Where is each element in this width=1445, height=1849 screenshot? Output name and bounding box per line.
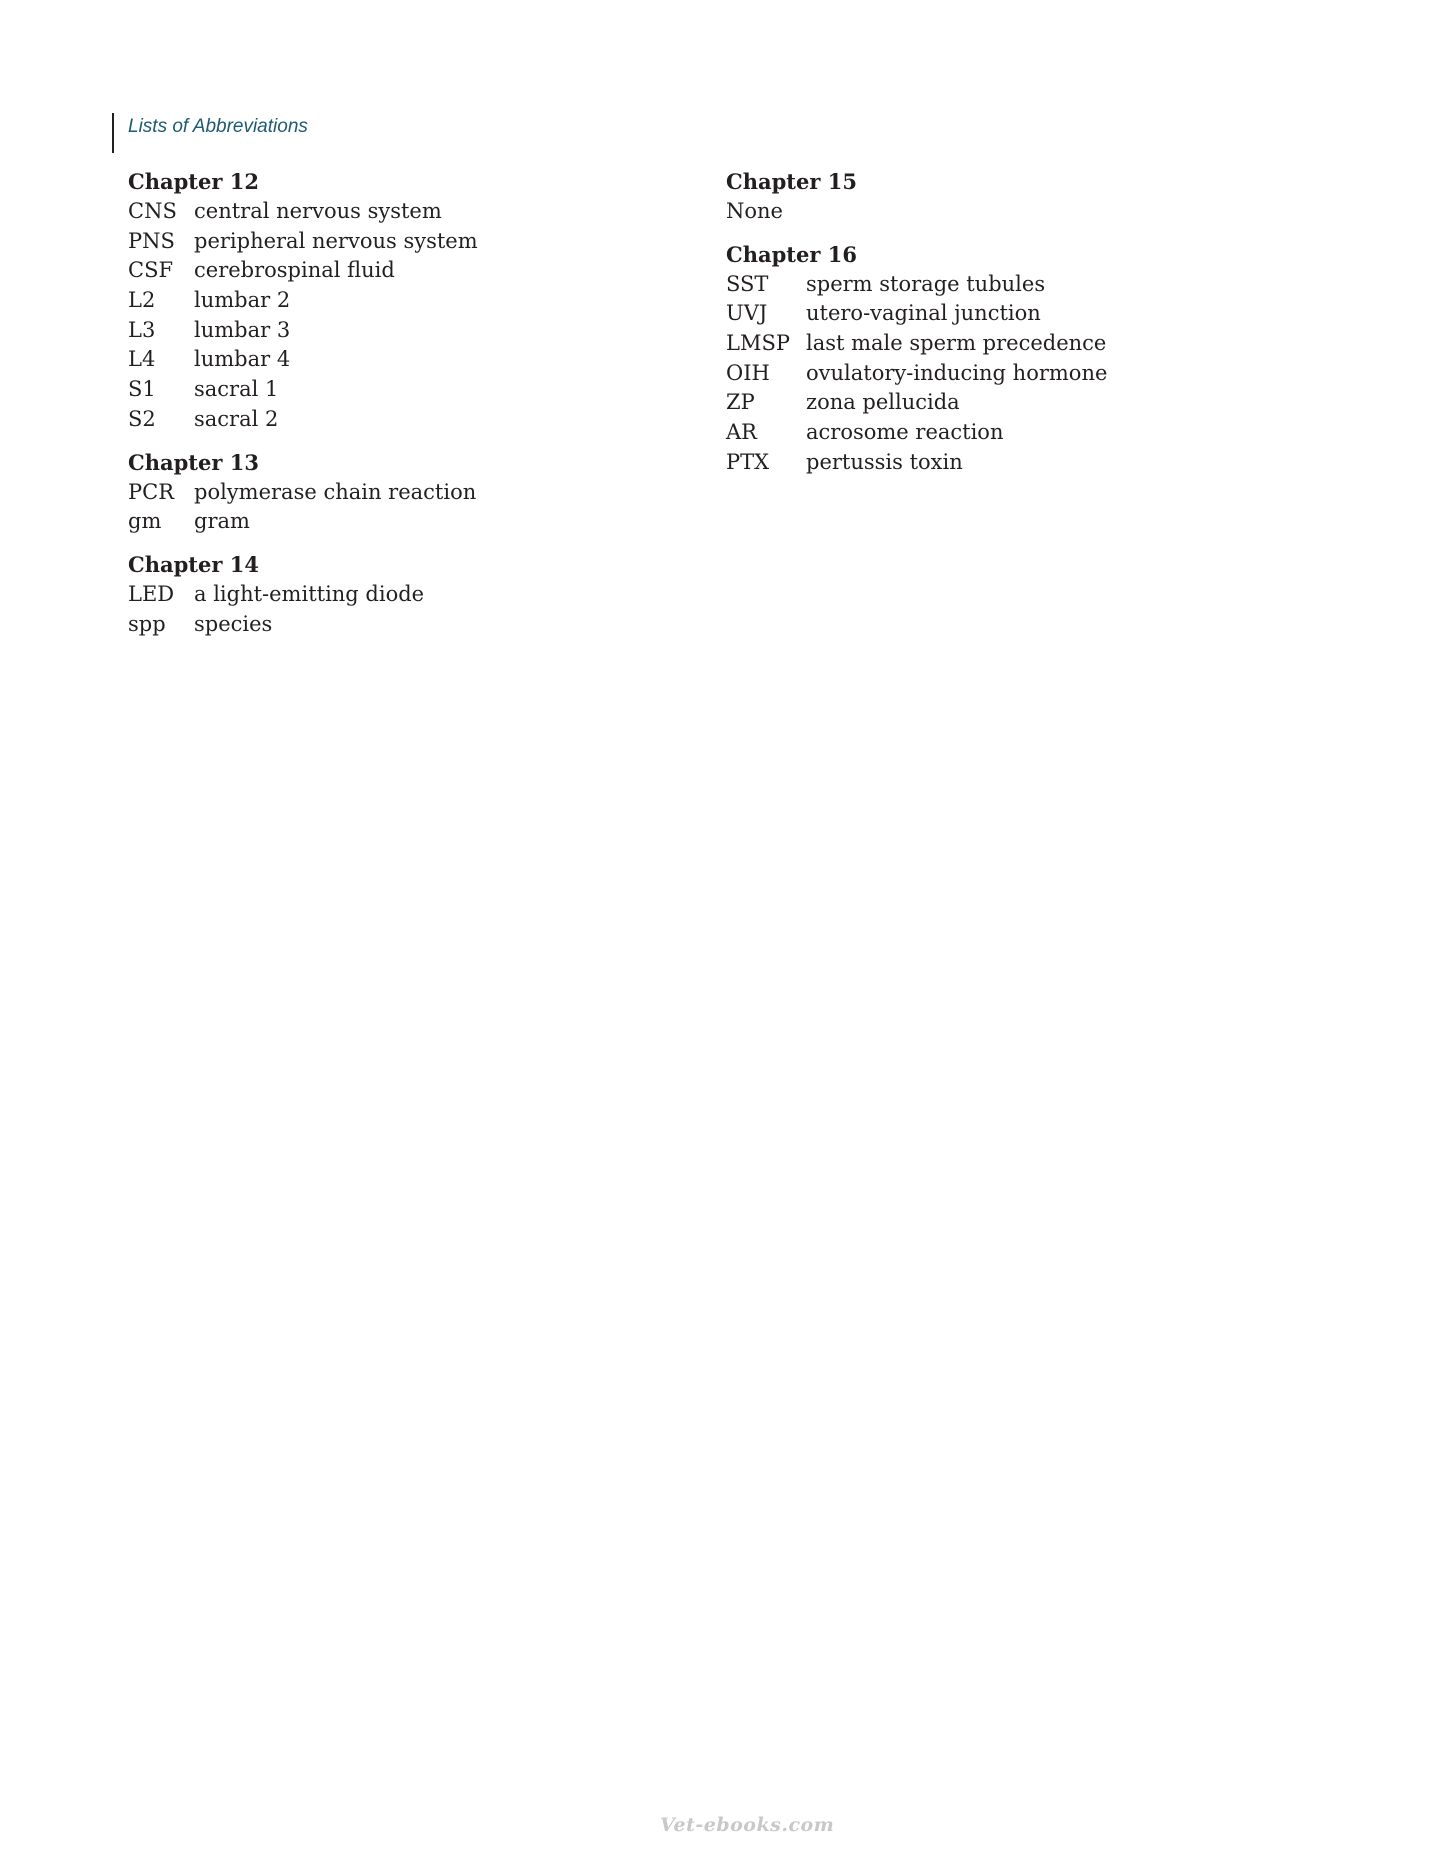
abbreviation-entry [726,448,1346,478]
definition: sacral 1 [194,377,279,402]
chapter-heading: Chapter 16 [726,241,857,267]
abbreviation-entry [128,375,688,405]
abbreviation: OIH [726,360,770,385]
section-title: Lists of Abbreviations [128,116,308,137]
definition: gram [194,509,250,534]
abbreviation-entry [128,256,688,286]
abbreviation-entry [128,286,688,316]
definition: ovulatory-inducing hormone [806,360,1108,385]
abbreviation-entry [726,388,1346,418]
header-divider [112,113,114,153]
abbreviation-entry [726,329,1346,359]
abbreviation: LMSP [726,331,790,356]
abbreviation-entry [726,359,1346,389]
abbreviation: PNS [128,228,175,253]
abbreviation-entry [128,197,688,227]
definition: polymerase chain reaction [194,479,477,504]
abbreviation: gm [128,509,162,534]
definition: zona pellucida [806,390,960,415]
definition: lumbar 3 [194,317,291,342]
chapter-note: None [726,199,783,223]
definition: lumbar 2 [194,288,291,313]
definition: a light-emitting diode [194,581,425,606]
abbreviation-entry [726,270,1346,300]
abbreviation: L3 [128,317,156,342]
chapter-15-section [726,167,1346,227]
abbreviation: L4 [128,347,156,372]
definition: sacral 2 [194,406,279,431]
chapter-heading: Chapter 13 [128,449,259,475]
abbreviation: spp [128,611,166,636]
chapter-13-section [128,448,688,537]
abbreviation-entry [128,345,688,375]
abbreviation-entry [726,299,1346,329]
abbreviation-entry [726,418,1346,448]
chapter-16-section [726,240,1346,478]
abbreviation-entry [128,405,688,435]
chapter-12-section [128,167,688,435]
abbreviation: UVJ [726,301,768,326]
abbreviation: LED [128,581,175,606]
running-head [0,113,600,155]
abbreviation: ZP [726,390,755,415]
definition: pertussis toxin [806,449,963,474]
left-column [128,167,688,652]
definition: species [194,611,273,636]
definition: acrosome reaction [806,420,1004,445]
abbreviation-entry [128,507,688,537]
abbreviation: CSF [128,258,174,283]
abbreviation-entry [128,316,688,346]
definition: last male sperm precedence [806,331,1107,356]
definition: central nervous system [194,199,442,223]
definition: utero-vaginal junction [806,301,1041,326]
abbreviation-entry [128,478,688,508]
abbreviation: S1 [128,377,156,402]
abbreviation: CNS [128,199,177,223]
chapter-heading: Chapter 15 [726,169,857,194]
definition: sperm storage tubules [806,271,1046,296]
chapter-heading: Chapter 12 [128,169,259,194]
definition: peripheral nervous system [194,228,478,253]
abbreviation: PTX [726,449,770,474]
abbreviation-entry [128,227,688,257]
chapter-14-section [128,550,688,639]
abbreviation: S2 [128,406,156,431]
abbreviation-entry [128,610,688,640]
abbreviation: SST [726,271,769,296]
abbreviation: AR [726,420,757,445]
definition: lumbar 4 [194,347,291,372]
chapter-heading: Chapter 14 [128,551,259,577]
abbreviation: L2 [128,288,156,313]
definition: cerebrospinal fluid [194,258,395,283]
abbreviation: PCR [128,479,175,504]
abbreviation-entry [128,580,688,610]
watermark: Vet-ebooks.com [660,1814,835,1836]
right-column [726,167,1346,491]
